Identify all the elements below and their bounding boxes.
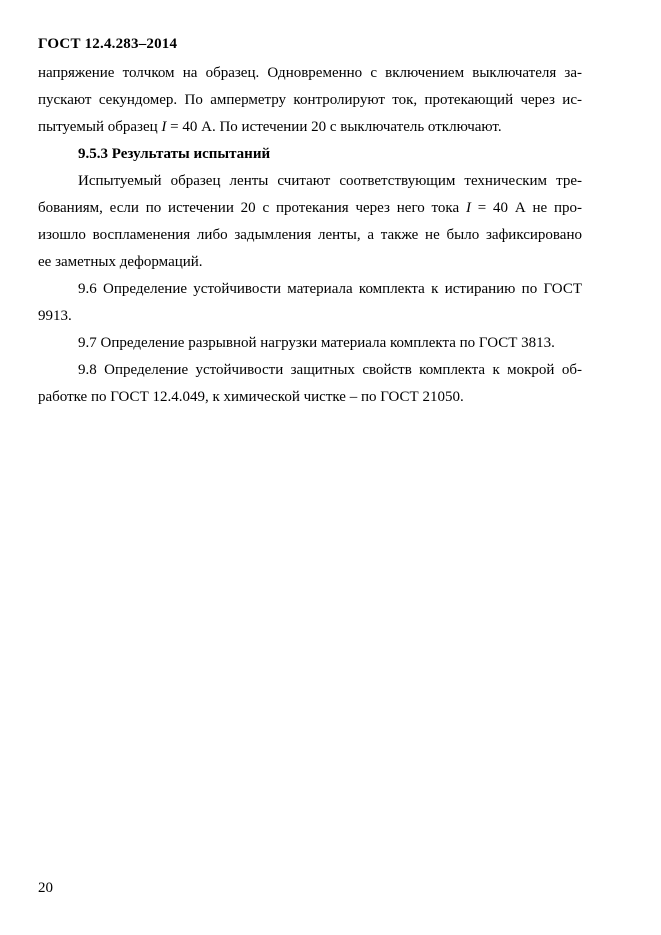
p1-line-3 — [38, 114, 582, 141]
current-variable: I — [161, 119, 167, 135]
section-heading: 9.5.3 Результаты испытаний — [78, 146, 271, 162]
p1-line-1: напряжение толчком на образец. Одновременно с включением выключателя за- — [38, 65, 582, 81]
p3-line-2: 9913. — [38, 308, 72, 324]
p2-line-2-text-a: бованиям, если по истечении 20 с протекания через него тока — [38, 200, 466, 216]
p2-line-3: изошло воспламенения либо задымления ленты, а также не было зафиксировано — [38, 227, 582, 243]
page-number: 20 — [38, 880, 53, 896]
page-header-standard-id: ГОСТ 12.4.283–2014 — [38, 36, 178, 52]
p3-line-1: 9.6 Определение устойчивости материала комплекта к истиранию по ГОСТ — [78, 281, 582, 297]
p2-line-2-text-b: = 40 А не про- — [470, 200, 583, 216]
p1-line-2: пускают секундомер. По амперметру контролируют ток, протекающий через ис- — [38, 92, 582, 108]
p1-line-3-text-b: = 40 А. По истечении 20 с выключатель отключают. — [166, 119, 502, 135]
current-variable: I — [465, 200, 471, 216]
p5-line-1: 9.8 Определение устойчивости защитных свойств комплекта к мокрой об- — [78, 362, 582, 378]
p1-line-3-text-a: пытуемый образец — [38, 119, 162, 135]
p2-line-4: ее заметных деформаций. — [38, 254, 203, 270]
p2-line-1: Испытуемый образец ленты считают соответствующим техническим тре- — [78, 173, 582, 189]
p4-line-1: 9.7 Определение разрывной нагрузки материала комплекта по ГОСТ 3813. — [78, 335, 555, 351]
p5-line-2: работке по ГОСТ 12.4.049, к химической чистке – по ГОСТ 21050. — [38, 389, 464, 405]
p2-line-2 — [38, 195, 582, 222]
body-text — [38, 60, 582, 411]
